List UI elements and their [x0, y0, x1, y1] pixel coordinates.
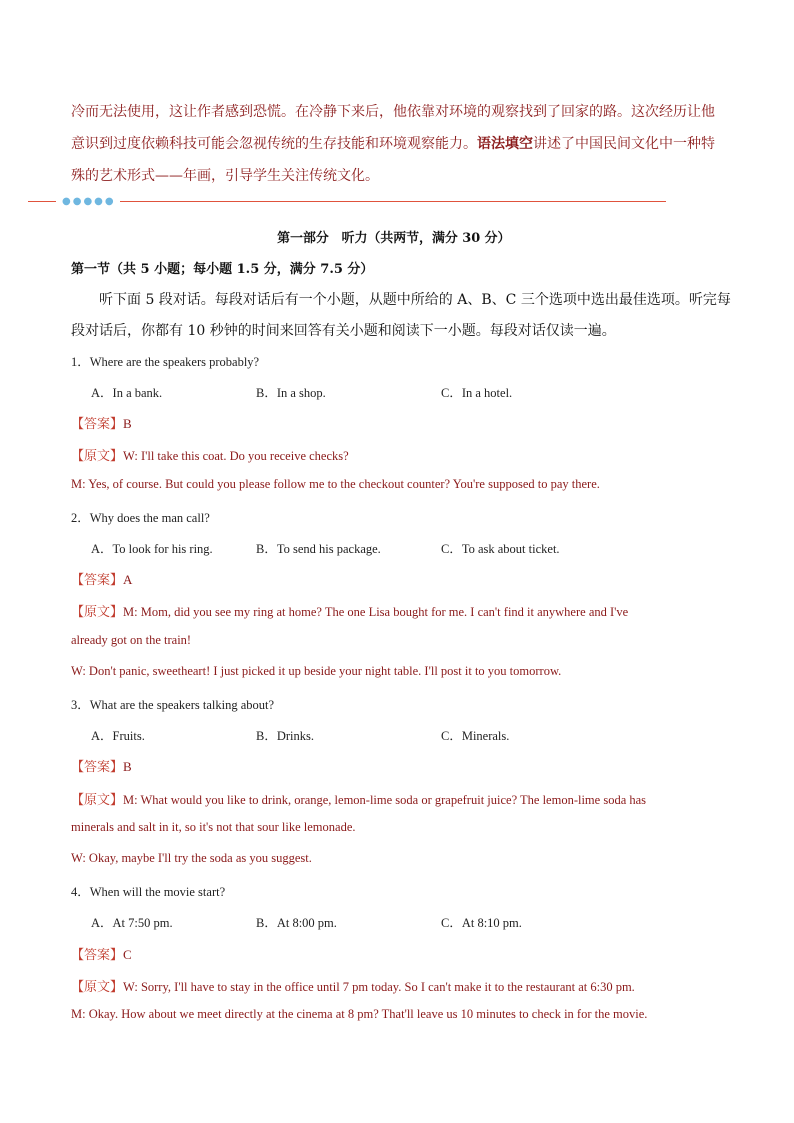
- q4-option-a: A．At 7:50 pm.: [91, 916, 173, 930]
- intro-line-3: 殊的艺术形式——年画，引导学生关注传统文化。: [71, 168, 379, 184]
- q4-option-c: C．At 8:10 pm.: [441, 916, 522, 930]
- question-3: 3．What are the speakers talking about?: [71, 698, 275, 712]
- question-4: 4．When will the movie start?: [71, 885, 226, 899]
- section-title: 第一节（共 5 小题；每小题 1.5 分，满分 7.5 分）: [71, 262, 374, 277]
- q1-answer: [71, 413, 132, 432]
- q1-answer-value: B: [123, 416, 132, 431]
- question-1: 1．Where are the speakers probably?: [71, 355, 260, 369]
- instructions-line-1: 听下面 5 段对话。每段对话后有一个小题，从题中所给的 A、B、C 三个选项中选出最佳选项。听完每: [99, 292, 731, 308]
- q4-original-1: [71, 976, 635, 995]
- divider-line-right: [120, 201, 666, 202]
- answer-tag: 【答案】: [71, 760, 124, 775]
- answer-tag: 【答案】: [71, 573, 124, 588]
- intro-line-2c: 讲述了中国民间文化中一种特: [533, 136, 715, 152]
- q4-original-2: M: Okay. How about we meet directly at the cinema at 8 pm? That'll leave us 10 minutes to check in for the movie.: [71, 1007, 648, 1021]
- q3-orig-text-1: M: What would you like to drink, orange, lemon-lime soda or grapefruit juice? The lemon-lime soda has: [123, 793, 647, 807]
- q3-option-c: C．Minerals.: [441, 729, 510, 743]
- instructions-line-2: 段对话后，你都有 10 秒钟的时间来回答有关小题和阅读下一小题。每段对话仅读一遍。: [71, 323, 616, 339]
- q4-answer: [71, 944, 132, 963]
- q2-original-1b: already got on the train!: [71, 633, 192, 647]
- q2-option-b: B．To send his package.: [256, 542, 381, 556]
- q2-option-a: A．To look for his ring.: [91, 542, 213, 556]
- q1-orig-text-1: W: I'll take this coat. Do you receive checks?: [123, 449, 349, 463]
- divider-dots: ●●●●●: [62, 196, 116, 207]
- original-tag: 【原文】: [71, 980, 124, 995]
- q2-original-2: W: Don't panic, sweetheart! I just picked it up beside your night table. I'll post it to you tomorrow.: [71, 664, 562, 678]
- part-title: 第一部分 听力（共两节，满分 30 分）: [277, 231, 511, 246]
- q3-original-1: [71, 789, 646, 808]
- q1-original-2: M: Yes, of course. But could you please follow me to the checkout counter? You're supposed to pay there.: [71, 477, 600, 491]
- q2-original-1: [71, 601, 628, 620]
- q2-option-c: C．To ask about ticket.: [441, 542, 560, 556]
- q2-orig-text-1: M: Mom, did you see my ring at home? The one Lisa bought for me. I can't find it anywhere and I've: [123, 605, 629, 619]
- q4-orig-text-1: W: Sorry, I'll have to stay in the office until 7 pm today. So I can't make it to the restaurant at 6:30 pm.: [123, 980, 635, 994]
- original-tag: 【原文】: [71, 793, 124, 808]
- q3-option-a: A．Fruits.: [91, 729, 145, 743]
- q2-answer: [71, 569, 132, 588]
- q1-original-1: [71, 445, 349, 464]
- original-tag: 【原文】: [71, 449, 124, 464]
- answer-tag: 【答案】: [71, 417, 124, 432]
- divider-line-left: [28, 201, 56, 202]
- answer-tag: 【答案】: [71, 948, 124, 963]
- intro-line-2a: 意识到过度依赖科技可能会忽视传统的生存技能和环境观察能力。: [71, 136, 477, 152]
- q1-option-a: A．In a bank.: [91, 386, 163, 400]
- q2-answer-value: A: [123, 572, 133, 587]
- q4-option-b: B．At 8:00 pm.: [256, 916, 337, 930]
- intro-line-2: [71, 133, 715, 153]
- q3-answer: [71, 756, 132, 775]
- q3-original-1b: minerals and salt in it, so it's not that sour like lemonade.: [71, 820, 356, 834]
- intro-line-1: 冷而无法使用，这让作者感到恐慌。在冷静下来后，他依靠对环境的观察找到了回家的路。这次经历让他: [71, 104, 715, 120]
- q3-answer-value: B: [123, 759, 132, 774]
- q3-original-2: W: Okay, maybe I'll try the soda as you suggest.: [71, 851, 312, 865]
- original-tag: 【原文】: [71, 605, 124, 620]
- q1-option-c: C．In a hotel.: [441, 386, 513, 400]
- q3-option-b: B．Drinks.: [256, 729, 314, 743]
- q4-answer-value: C: [123, 947, 132, 962]
- q1-option-b: B．In a shop.: [256, 386, 326, 400]
- intro-grammar-label: 语法填空: [477, 136, 533, 152]
- section-divider: [28, 192, 668, 212]
- question-2: 2．Why does the man call?: [71, 511, 210, 525]
